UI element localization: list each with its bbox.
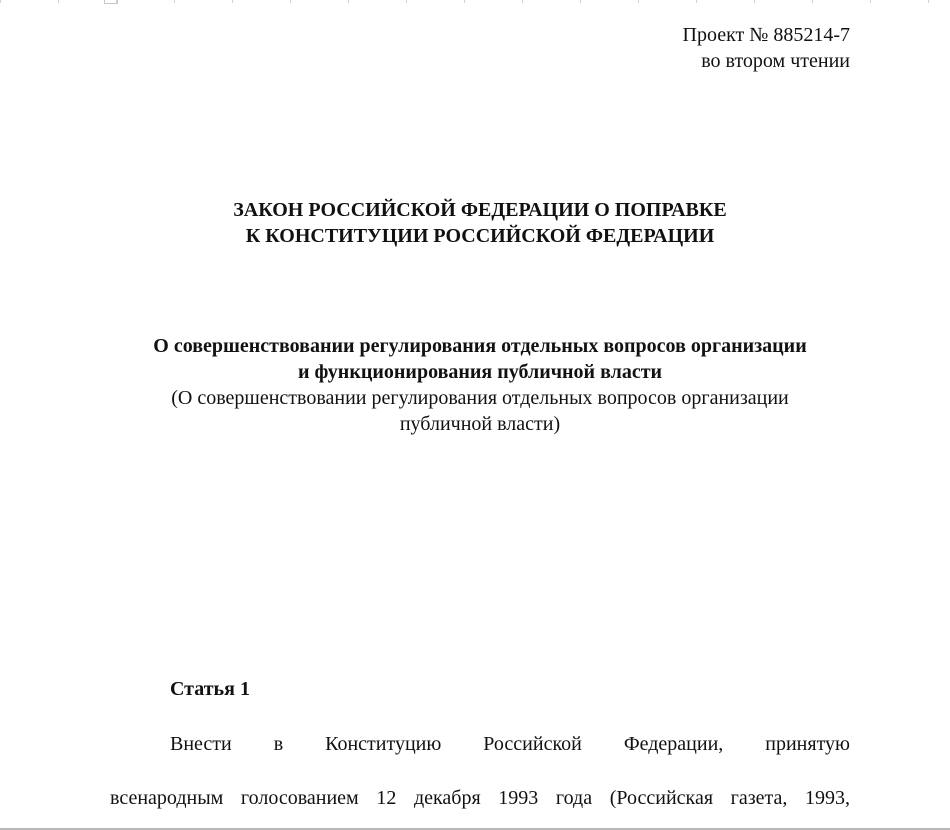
law-subject [100,333,860,437]
law-title-line-2: К КОНСТИТУЦИИ РОССИЙСКОЙ ФЕДЕРАЦИИ [245,225,715,247]
article-text-line-1: Внести в Конституцию Российской Федерации, принятую [170,733,850,755]
law-title-line-1: ЗАКОН РОССИЙСКОЙ ФЕДЕРАЦИИ О ПОПРАВКЕ [233,199,727,221]
article-text-line-2: всенародным голосованием 12 декабря 1993 года (Российская газета, 1993, [110,787,850,809]
law-title [110,197,850,249]
article-heading: Статья 1 [170,678,250,700]
ruler-indent-marker[interactable] [104,0,118,4]
top-ruler [0,0,950,3]
subject-bold-line-2: и функционирования публичной власти [297,361,663,383]
project-number: Проект № 885214-7 [682,24,850,46]
subject-bold-line-1: О совершенствовании регулирования отдельных вопросов организации [153,335,807,357]
project-number-block [683,22,851,74]
subject-normal-line-2: публичной власти) [399,413,561,435]
reading-stage: во втором чтении [701,50,850,72]
subject-normal-line-1: (О совершенствовании регулирования отдельных вопросов организации [171,387,789,409]
